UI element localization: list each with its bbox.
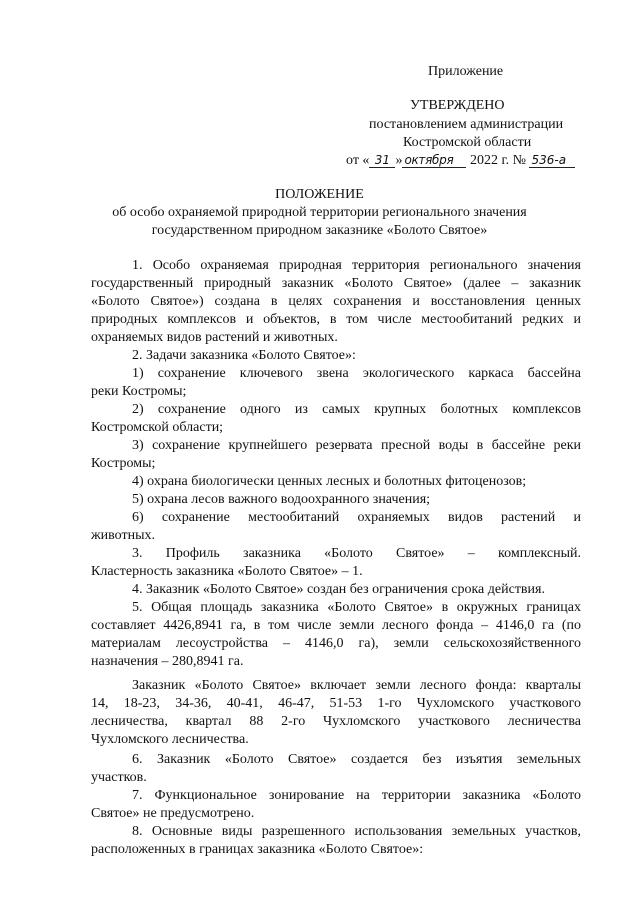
p4-line: 4. Заказник «Болото Святое» создан без ограничения срока действия. — [132, 582, 545, 597]
date-prefix: от « — [346, 153, 370, 168]
p6-line-2: участков. — [91, 770, 147, 785]
p1-line-3: «Болото Святое») создана в целях сохранения и восстановления ценных — [91, 294, 581, 309]
doc-subtitle-2: государственном природном заказнике «Болото Святое» — [151, 223, 488, 238]
date-year: 2022 г. № — [466, 153, 530, 168]
task2-line-1: 2) сохранение одного из самых крупных болотных комплексов — [132, 402, 581, 417]
p7-line-2: Святое» не предусмотрено. — [91, 806, 255, 821]
p5-line-4: назначения – 280,8941 га. — [91, 654, 244, 669]
doc-subtitle-1: об особо охраняемой природной территории регионального значения — [112, 205, 527, 220]
p5-line-1: 5. Общая площадь заказника «Болото Святое» в окружных границах — [132, 600, 581, 615]
p3-line-2: Кластерность заказника «Болото Святое» – 1. — [91, 564, 363, 579]
task1-line-1: 1) сохранение ключевого звена экологического каркаса бассейна — [132, 366, 581, 381]
decree-line-1: постановлением администрации — [369, 117, 564, 132]
p2-line: 2. Задачи заказника «Болото Святое»: — [132, 348, 356, 363]
p1-line-2: государственный природный заказник «Болото Святое» (далее – заказник — [91, 276, 581, 291]
p8-line-1: 8. Основные виды разрешенного использования земельных участков, — [132, 824, 581, 839]
p5b-line-4: Чухломского лесничества. — [91, 732, 249, 747]
approved-label: УТВЕРЖДЕНО — [410, 98, 505, 113]
p3-line-1: 3. Профиль заказника «Болото Святое» – комплексный. — [132, 546, 581, 561]
date-quote-close: » — [395, 153, 403, 168]
p1-line-4: природных комплексов и объектов, в том числе местообитаний редких и — [91, 312, 581, 327]
handwritten-number: 536-а — [529, 153, 575, 168]
p5b-line-2: 14, 18-23, 34-36, 40-41, 46-47, 51-53 1-го Чухломского участкового — [91, 696, 581, 711]
p5b-line-1: Заказник «Болото Святое» включает земли лесного фонда: кварталы — [132, 678, 581, 693]
attachment-label: Приложение — [428, 64, 504, 79]
decree-line-2: Костромской области — [403, 135, 532, 150]
task6-line-1: 6) сохранение местообитаний охраняемых видов растений и — [132, 510, 581, 525]
task3-line-1: 3) сохранение крупнейшего резервата пресной воды в бассейне реки — [132, 438, 581, 453]
task3-line-2: Костромы; — [91, 456, 156, 471]
task6-line-2: животных. — [91, 528, 156, 543]
p5-line-2: составляет 4426,8941 га, в том числе земли лесного фонда – 4146,0 га (по — [91, 618, 581, 633]
p5-line-3: материалам лесоустройства – 4146,0 га), земли сельскохозяйственного — [91, 636, 581, 651]
task4-line: 4) охрана биологически ценных лесных и болотных фитоценозов; — [132, 474, 527, 489]
task1-line-2: реки Костромы; — [91, 384, 187, 399]
p8-line-2: расположенных в границах заказника «Болото Святое»: — [91, 842, 424, 857]
handwritten-month: октября — [402, 153, 466, 168]
task5-line: 5) охрана лесов важного водоохранного значения; — [132, 492, 431, 507]
handwritten-day: 31 — [369, 153, 395, 168]
doc-title: ПОЛОЖЕНИЕ — [275, 187, 364, 202]
task2-line-2: Костромской области; — [91, 420, 224, 435]
p7-line-1: 7. Функциональное зонирование на территории заказника «Болото — [132, 788, 581, 803]
p6-line-1: 6. Заказник «Болото Святое» создается без изъятия земельных — [132, 752, 581, 767]
p1-line-1: 1. Особо охраняемая природная территория регионального значения — [132, 258, 581, 273]
decree-date-line — [346, 152, 575, 169]
p1-line-5: охраняемых видов растений и животных. — [91, 330, 338, 345]
p5b-line-3: лесничества, квартал 88 2-го Чухломского участкового лесничества — [91, 714, 581, 729]
